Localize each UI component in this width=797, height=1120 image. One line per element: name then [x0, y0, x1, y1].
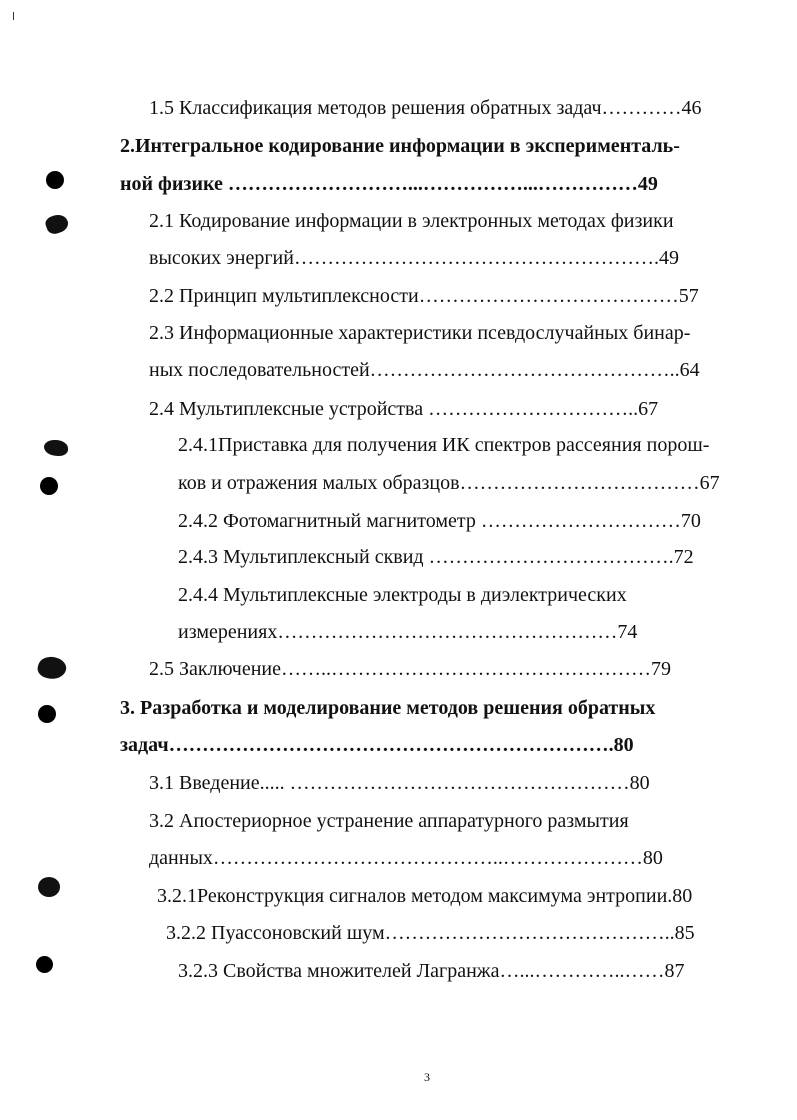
toc-line: 3.2.2 Пуассоновский шум……………………………………..85 [166, 922, 695, 944]
toc-line: 3.2 Апостериорное устранение аппаратурного размытия [149, 810, 629, 832]
toc-line: 3.2.1Реконструкция сигналов методом максимума энтропии.80 [157, 885, 693, 907]
toc-line: 3. Разработка и моделирование методов решения обратных [120, 697, 656, 719]
toc-line: 2.1 Кодирование информации в электронных методах физики [149, 210, 674, 232]
toc-line: 2.4.4 Мультиплексные электроды в диэлектрических [178, 584, 627, 606]
page-number: 3 [424, 1070, 430, 1084]
toc-line: 2.4 Мультиплексные устройства …………………………..67 [149, 398, 659, 420]
toc-line: 1.5 Классификация методов решения обратных задач…………46 [149, 97, 702, 119]
scan-blot-2 [44, 440, 68, 456]
scan-mark-top [13, 12, 14, 20]
toc-line: 2.4.2 Фотомагнитный магнитометр …………………………70 [178, 510, 701, 532]
toc-line: высоких энергий……………………………………………….49 [149, 247, 679, 269]
scan-blot-1 [44, 212, 71, 236]
toc-line: 2.Интегральное кодирование информации в эксперименталь- [120, 135, 680, 157]
toc-line: 3.1 Введение..... ……………………………………………80 [149, 772, 650, 794]
toc-line: 2.5 Заключение……..…………………………………………79 [149, 658, 671, 680]
toc-line: ков и отражения малых образцов………………………………67 [178, 472, 720, 494]
toc-line: измерениях……………………………………………74 [178, 621, 638, 643]
punch-hole-2 [40, 477, 58, 495]
toc-line: 2.4.1Приставка для получения ИК спектров рассеяния порош- [178, 434, 710, 456]
scan-blot-3 [36, 654, 69, 682]
toc-line: ной физике ………………………...……………...……………49 [120, 173, 658, 195]
punch-hole-4 [36, 956, 53, 973]
toc-line: задач………………………………………………………….80 [120, 734, 634, 756]
scan-blot-4 [38, 877, 60, 897]
toc-line: 2.4.3 Мультиплексный сквид ……………………………….72 [178, 546, 694, 568]
toc-line: 3.2.3 Свойства множителей Лагранжа…...…………..……87 [178, 960, 685, 982]
punch-hole-1 [46, 171, 64, 189]
toc-line: ных последовательностей………………………………………..64 [149, 359, 700, 381]
punch-hole-3 [38, 705, 56, 723]
toc-line: 2.2 Принцип мультиплексности…………………………………57 [149, 285, 699, 307]
toc-line: 2.3 Информационные характеристики псевдослучайных бинар- [149, 322, 691, 344]
toc-line: данных……………………………………..…………………80 [149, 847, 663, 869]
